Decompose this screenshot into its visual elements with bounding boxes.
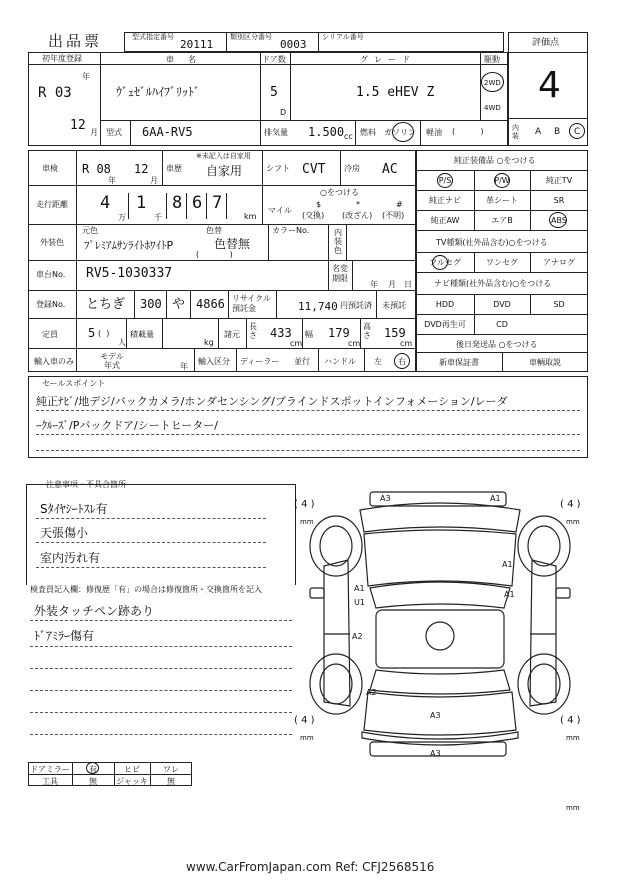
mileage-label: 走行距離 bbox=[36, 200, 68, 209]
chassis-value: RV5-1030337 bbox=[86, 266, 173, 281]
height-unit: cm bbox=[400, 339, 413, 348]
tire-fl-unit: mm bbox=[300, 518, 314, 526]
inspection-month-unit: 月 bbox=[150, 176, 158, 185]
mark-right-a1-lower: A1 bbox=[504, 590, 515, 599]
tire-rr-value: ( 4 ) bbox=[560, 715, 581, 726]
name-change-day-unit: 日 bbox=[404, 280, 412, 289]
mileage-digit-4: 6 bbox=[192, 193, 203, 213]
displacement-unit: cc bbox=[344, 132, 353, 141]
ext-color-label: 外装色 bbox=[40, 238, 64, 247]
load-unit: kg bbox=[204, 338, 214, 347]
width-value: 179 bbox=[328, 326, 350, 340]
first-reg-year-unit: 年 bbox=[82, 72, 90, 81]
recycle-label: リサイクル預託金 bbox=[232, 294, 271, 313]
unknown-label: # bbox=[396, 200, 403, 209]
inspection-value: R 08 bbox=[82, 162, 111, 176]
sales-box bbox=[28, 376, 588, 458]
mark-front-a3: A3 bbox=[380, 494, 391, 503]
mileage-digit-3: 8 bbox=[172, 193, 183, 213]
later-manual: 車輌取説 bbox=[529, 358, 561, 367]
light-oil-bracket: ( ) bbox=[452, 127, 484, 136]
shift-label: シフト bbox=[266, 164, 290, 173]
model-year-label: モデル年式 bbox=[100, 352, 124, 370]
inspection-year-unit: 年 bbox=[108, 176, 116, 185]
tv-type-label: TV種類(社外品含む)○をつける bbox=[436, 238, 548, 247]
interior-c-circle bbox=[569, 123, 585, 139]
score-label: 評価点 bbox=[532, 38, 560, 48]
light-oil-label: 軽油 bbox=[426, 128, 442, 137]
cooler-label: 冷房 bbox=[344, 164, 360, 173]
sales-label: セールスポイント bbox=[42, 379, 106, 388]
inspector-item-2: ﾄﾞｱﾐﾗｰ傷有 bbox=[34, 629, 95, 643]
capacity-unit: 人 bbox=[118, 338, 126, 347]
tire-spare-unit: mm bbox=[566, 804, 580, 812]
tire-fr-unit: mm bbox=[566, 518, 580, 526]
fuel-value: ガソリン bbox=[384, 128, 416, 137]
mileage-digit-5: 7 bbox=[212, 193, 223, 213]
mark-right-a1-upper: A1 bbox=[502, 560, 513, 569]
shift-value: CVT bbox=[302, 162, 326, 177]
mileage-circle-note: ○をつける bbox=[320, 188, 359, 197]
altered-label: * bbox=[356, 200, 360, 209]
plate-label: 登録No. bbox=[36, 300, 66, 309]
mark-front-a1: A1 bbox=[490, 494, 501, 503]
model-year-unit: 年 bbox=[180, 362, 188, 371]
tv-fullseg-circle bbox=[432, 255, 448, 270]
dealer-label: ディーラー bbox=[240, 357, 280, 366]
equip-leather: 革シート bbox=[486, 196, 518, 205]
first-reg-month-unit: 月 bbox=[90, 128, 98, 137]
load-label: 積載量 bbox=[130, 330, 154, 339]
model-label: 型式 bbox=[106, 128, 122, 137]
tire-rr-unit: mm bbox=[566, 734, 580, 742]
equip-oem-aw: 純正AW bbox=[430, 216, 460, 225]
tv-analog: アナログ bbox=[543, 258, 575, 267]
equip-sr: SR bbox=[553, 196, 565, 205]
mileage-digit-2: 1 bbox=[136, 193, 147, 213]
handle-right: 右 bbox=[398, 357, 406, 366]
import-label: 輸入車のみ bbox=[34, 357, 74, 366]
navi-sd: SD bbox=[553, 300, 565, 309]
inspection-month: 12 bbox=[134, 162, 149, 176]
original-color-label: 元色 bbox=[82, 226, 98, 235]
mile-label: マイル bbox=[268, 206, 292, 215]
capacity-label: 定員 bbox=[42, 330, 58, 339]
mark-rear-a3-upper: A3 bbox=[430, 711, 441, 720]
recycle-value: 11,740 bbox=[298, 300, 338, 313]
serial-label: シリアル番号 bbox=[322, 33, 364, 41]
inspector-label: 検査員記入欄：修復歴「有」の場合は修復箇所・交換箇所を記入 bbox=[30, 585, 262, 594]
acc-jack: ジャッキ bbox=[116, 777, 148, 786]
color-change-bracket: ( ) bbox=[196, 250, 233, 259]
length-label: 長さ bbox=[249, 322, 257, 340]
displacement-value: 1.500 bbox=[308, 125, 345, 139]
equip-airbag: エアB bbox=[491, 216, 513, 225]
mark-lower-a2: A2 bbox=[366, 688, 377, 697]
drive-2wd-circle bbox=[481, 72, 504, 92]
height-value: 159 bbox=[384, 326, 406, 340]
class-value: 0003 bbox=[280, 38, 307, 51]
recycle-unit: 円 bbox=[340, 301, 348, 310]
footer-watermark: www.CarFromJapan.com Ref: CFJ2568516 bbox=[186, 860, 435, 874]
handle-right-circle bbox=[394, 353, 410, 369]
notes-label: 注意事項・不具合箇所 bbox=[46, 480, 126, 489]
equip-oem-navi: 純正ナビ bbox=[429, 196, 461, 205]
mark-hood-a1: A1 bbox=[354, 584, 365, 593]
interior-a: A bbox=[535, 127, 542, 137]
equip-abs: ABS bbox=[551, 216, 567, 225]
parallel-label: 並行 bbox=[294, 357, 310, 366]
note-item-2: 天張傷小 bbox=[40, 526, 89, 540]
acc-crack: ヒビ bbox=[124, 765, 140, 774]
grade-label: グレード bbox=[360, 55, 416, 64]
cooler-value: AC bbox=[382, 162, 398, 177]
navi-dvd-player: DVD再生可 bbox=[424, 320, 466, 329]
height-label: 高さ bbox=[363, 322, 371, 340]
color-change-value: 色替無 bbox=[214, 237, 251, 251]
capacity-paren: ( ) bbox=[98, 329, 110, 338]
handle-left: 左 bbox=[374, 357, 382, 366]
unknown-sub: (不明) bbox=[382, 211, 405, 220]
mileage-sen: 千 bbox=[154, 213, 162, 222]
mileage-unit: km bbox=[244, 212, 257, 221]
original-color-value: ﾌﾟﾚﾐｱﾑｻﾝﾗｲﾄﾎﾜｲﾄP bbox=[84, 239, 174, 252]
car-name-value: ｳﾞｪｾﾞﾙﾊｲﾌﾞﾘｯﾄﾞ bbox=[116, 85, 201, 99]
inspector-item-1: 外装タッチペン跡あり bbox=[34, 604, 155, 618]
exchange-label: $ bbox=[316, 200, 322, 209]
equip-ps-circle bbox=[437, 173, 453, 188]
acc-warp: ワレ bbox=[163, 765, 179, 774]
equip-pw-circle bbox=[494, 173, 510, 188]
capacity-value: 5 bbox=[88, 326, 96, 340]
acc-door-mirror: ドアミラー bbox=[30, 765, 70, 774]
equip-tv: 純正TV bbox=[545, 176, 573, 185]
acc-tool: 工具 bbox=[42, 777, 58, 786]
length-unit: cm bbox=[290, 339, 303, 348]
tire-fr-value: ( 4 ) bbox=[560, 499, 581, 510]
tv-fullseg: フルセグ bbox=[429, 258, 461, 267]
sales-line-2: ｰｸﾙｰｽﾞ/Pバックドア/シートヒーター/ bbox=[36, 419, 218, 432]
doors-label: ドア数 bbox=[262, 55, 286, 64]
displacement-label: 排気量 bbox=[264, 128, 288, 137]
altered-sub: (改ざん) bbox=[342, 211, 373, 220]
plate-number: 4866 bbox=[196, 297, 225, 311]
first-reg-label: 初年度登録 bbox=[42, 54, 82, 63]
recycle-paid: 預託済 bbox=[348, 301, 372, 310]
plate-class: 300 bbox=[140, 297, 162, 311]
oem-label: 純正装備品 ○をつける bbox=[454, 156, 536, 165]
doors-suffix: D bbox=[280, 108, 287, 117]
car-history-label: 車歴 bbox=[166, 164, 182, 173]
interior-b: B bbox=[554, 127, 561, 137]
dims-label: 諸元 bbox=[224, 330, 240, 339]
plate-region: とちぎ bbox=[86, 297, 126, 312]
page-title: 出品票 bbox=[48, 32, 103, 50]
interior-c: C bbox=[574, 127, 581, 137]
car-name-label: 車名 bbox=[166, 55, 210, 64]
type-cert-value: 20111 bbox=[180, 38, 214, 51]
first-reg-era: R 03 bbox=[38, 85, 72, 101]
recycle-unpaid: 未預託 bbox=[382, 301, 406, 310]
name-change-month-unit: 月 bbox=[388, 280, 396, 289]
int-color-label: 内装色 bbox=[334, 228, 342, 255]
type-cert-label: 型式指定番号 bbox=[132, 33, 174, 41]
mileage-digit-1: 4 bbox=[100, 193, 111, 213]
mark-rear-a3-lower: A3 bbox=[430, 749, 441, 758]
color-change-label: 色替 bbox=[206, 226, 222, 235]
drive-4wd: 4WD bbox=[484, 104, 501, 112]
grade-value: 1.5 eHEV Z bbox=[356, 85, 435, 100]
fuel-label: 燃料 bbox=[360, 128, 376, 137]
later-label: 後日発送品 ○をつける bbox=[456, 340, 538, 349]
acc-tool-value: 無 bbox=[89, 777, 97, 786]
inspection-label: 車検 bbox=[42, 164, 58, 173]
chassis-label: 車台No. bbox=[36, 270, 66, 279]
handle-label: ハンドル bbox=[324, 357, 356, 366]
navi-hdd: HDD bbox=[435, 300, 455, 309]
name-change-year-unit: 年 bbox=[370, 280, 378, 289]
drive-label: 駆動 bbox=[484, 55, 500, 64]
color-no-label: カラーNo. bbox=[272, 226, 310, 235]
acc-jack-value: 無 bbox=[167, 777, 175, 786]
equip-pw: P/W bbox=[494, 176, 510, 185]
acc-door-mirror-value: 有 bbox=[89, 765, 97, 774]
first-reg-month: 12 bbox=[70, 118, 86, 133]
navi-type-label: ナビ種類(社外品含む)○をつける bbox=[434, 279, 552, 288]
import-type-label: 輸入区分 bbox=[198, 357, 230, 366]
equip-ps: P/S bbox=[438, 176, 452, 185]
plate-kana: や bbox=[172, 297, 186, 312]
mileage-man: 万 bbox=[118, 213, 126, 222]
tire-fl-value: ( 4 ) bbox=[294, 499, 315, 510]
navi-dvd: DVD bbox=[493, 300, 511, 309]
note-item-1: Sﾀｲﾔｼｰﾄｽﾚ有 bbox=[40, 502, 108, 516]
mark-door-a2: A2 bbox=[352, 632, 363, 641]
tire-rl-unit: mm bbox=[300, 734, 314, 742]
navi-cd: CD bbox=[496, 320, 508, 329]
class-label: 類別区分番号 bbox=[230, 33, 272, 41]
car-history-note: ※未記入は自家用 bbox=[196, 152, 251, 160]
doors-value: 5 bbox=[270, 85, 278, 100]
score-value: 4 bbox=[538, 65, 561, 106]
tire-rl-value: ( 4 ) bbox=[294, 715, 315, 726]
later-warranty: 新車保証書 bbox=[439, 358, 479, 367]
width-label: 幅 bbox=[305, 330, 313, 339]
acc-door-mirror-circle bbox=[86, 762, 99, 774]
width-unit: cm bbox=[348, 339, 361, 348]
exchange-sub: (交換) bbox=[302, 211, 325, 220]
tv-oneseg: ワンセグ bbox=[486, 258, 518, 267]
name-change-label: 名変期限 bbox=[332, 264, 348, 283]
interior-label: 内装 bbox=[512, 124, 519, 140]
length-value: 433 bbox=[270, 326, 292, 340]
equip-abs-circle bbox=[549, 212, 567, 228]
car-history-value: 自家用 bbox=[206, 164, 243, 178]
note-item-3: 室内汚れ有 bbox=[40, 551, 101, 565]
fuel-circle bbox=[392, 122, 414, 142]
car-diagram bbox=[290, 476, 590, 816]
sales-line-1: 純正ﾅﾋﾞ/地デジ/バックカメラ/ホンダセンシング/ブラインドスポットインフォメーション/レーダ bbox=[36, 395, 508, 408]
model-value: 6AA-RV5 bbox=[142, 125, 193, 139]
drive-2wd: 2WD bbox=[484, 79, 501, 87]
mark-hood-u1: U1 bbox=[354, 598, 365, 607]
